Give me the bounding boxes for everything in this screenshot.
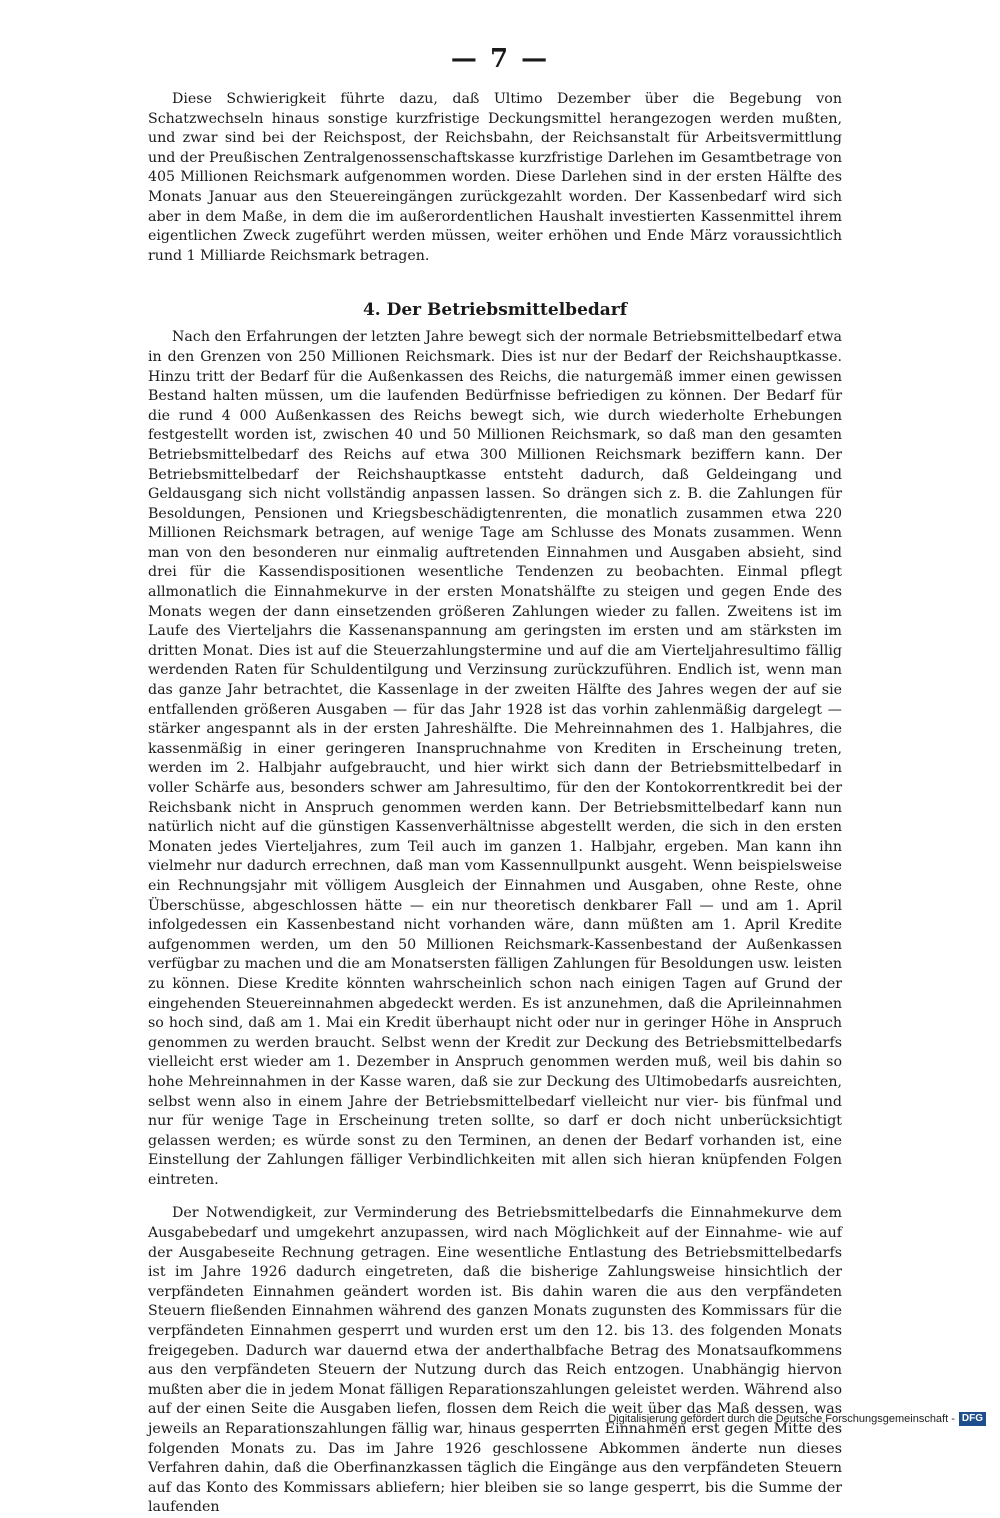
paragraph-schatzwechsel: Diese Schwierigkeit führte dazu, daß Ultimo Dezember über die Begebung von Schatzwechseln hinaus sonstige kurzfristige Deckungsmittel herangezogen werden mußten, und zwar sind bei der Reichspost, der Reichsbahn, der Reichsanstalt für Arbeitsvermittlung und der Preußischen Zentralgenossenschaftskasse kurzfristige Darlehen im Gesamtbetrage von 405 Millionen Reichsmark aufgenommen worden. Diese Darlehen sind in der ersten Hälfte des Monats Januar aus den Steuereingängen zurückgezahlt worden. Der Kassenbedarf wird sich aber in dem Maße, in dem die im außerordentlichen Haushalt investierten Kassenmittel ihrem eigentlichen Zweck zugeführt werden müssen, weiter erhöhen und Ende März voraussichtlich rund 1 Milliarde Reichsmark betragen.	[148, 91, 842, 264]
page-number: — 7 —	[450, 44, 550, 74]
dfg-logo: DFG	[959, 1412, 986, 1426]
paragraph-gap	[148, 1190, 842, 1204]
text-column	[148, 90, 842, 1518]
paragraph-betriebsmittelbedarf: Nach den Erfahrungen der letzten Jahre bewegt sich der normale Betriebsmittelbedarf etwa in den Grenzen von 250 Millionen Reichsmark. Dies ist nur der Bedarf der Reichshauptkasse. Hinzu tritt der Bedarf für die Außenkassen des Reichs, die naturgemäß immer einen gewissen Bestand halten müssen, um die laufenden Bedürfnisse befriedigen zu können. Der Bedarf für die rund 4 000 Außenkassen des Reichs bewegt sich, wie durch wiederholte Erhebungen festgestellt worden ist, zwischen 40 und 50 Millionen Reichsmark, so daß man den gesamten Betriebsmittelbedarf des Reichs auf etwa 300 Millionen Reichsmark beziffern kann. Der Betriebsmittelbedarf der Reichshauptkasse entsteht dadurch, daß Geldeingang und Geldausgang sich nicht vollständig anpassen lassen. So drängen sich z. B. die Zahlungen für Besoldungen, Pensionen und Kriegsbeschädigtenrenten, die monatlich zusammen etwa 220 Millionen Reichsmark betragen, auf wenige Tage am Schlusse des Monats zusammen. Wenn man von den besonderen nur einmalig auftretenden Einnahmen und Ausgaben absieht, sind drei für die Kassendispositionen wesentliche Tendenzen zu beobachten. Einmal pflegt allmonatlich die Einnahmekurve in der ersten Monatshälfte zu steigen und gegen Ende des Monats wegen der dann einsetzenden größeren Zahlungen wieder zu fallen. Zweitens ist im Laufe des Vierteljahrs die Kassenanspannung am geringsten im ersten und am stärksten im dritten Monat. Dies ist auf die Steuerzahlungstermine und auf die am Vierteljahresultimo fällig werdenden Raten für Schuldentilgung und Verzinsung zurückzuführen. Endlich ist, wenn man das ganze Jahr betrachtet, die Kassenlage in der zweiten Hälfte des Jahres wegen der auf sie entfallenden größeren Ausgaben — für das Jahr 1928 ist das vorhin zahlenmäßig dargelegt — stärker angespannt als in der ersten Jahreshälfte. Die Mehreinnahmen des 1. Halbjahres, die kassenmäßig in einer geringeren Inanspruchnahme von Krediten in Erscheinung treten, werden im 2. Halbjahr aufgebraucht, und hier wirkt sich dann der Betriebsmittelbedarf in voller Schärfe aus, besonders schwer am Jahresultimo, für den der Kontokorrentkredit bei der Reichsbank nicht in Anspruch genommen werden kann. Der Betriebsmittelbedarf kann nun natürlich nicht auf die günstigen Kassenverhältnisse abgestellt werden, die sich in den ersten Monaten jedes Vierteljahres, zum Teil auch im ganzen 1. Halbjahr, ergeben. Man kann ihn vielmehr nur dadurch errechnen, daß man vom Kassennullpunkt ausgeht. Wenn beispielsweise ein Rechnungsjahr mit völligem Ausgleich der Einnahmen und Ausgaben, ohne Reste, ohne Überschüsse, abgeschlossen hätte — ein nur theoretisch denkbarer Fall — und am 1. April infolgedessen ein Kassenbestand nicht vorhanden wäre, dann müßten am 1. April Kredite aufgenommen werden, um den 50 Millionen Reichsmark-Kassenbestand der Außenkassen verfügbar zu machen und die am Monatsersten fälligen Zahlungen für Besoldungen usw. leisten zu können. Diese Kredite könnten wahrscheinlich schon nach einigen Tagen auf Grund der eingehenden Steuereinnahmen abgedeckt werden. Es ist anzunehmen, daß die Aprileinnahmen so hoch sind, daß am 1. Mai ein Kredit überhaupt nicht oder nur in geringer Höhe in Anspruch genommen zu werden braucht. Selbst wenn der Kredit zur Deckung des Betriebsmittelbedarfs vielleicht erst wieder am 1. Dezember in Anspruch genommen werden muß, weil bis dahin so hohe Mehreinnahmen in der Kasse waren, daß sie zur Deckung des Ultimobedarfs ausreichten, selbst wenn also in einem Jahre der Betriebsmittelbedarf vielleicht nur vier- bis fünfmal und nur für wenige Tage in Erscheinung treten sollte, so darf er doch nicht unberücksichtigt gelassen werden; es würde sonst zu den Terminen, an denen der Bedarf vorhanden ist, eine Einstellung der Zahlungen fälliger Verbindlichkeiten mit allen sich hieran knüpfenden Folgen eintreten.	[148, 329, 842, 1188]
paragraph-einnahmekurve: Der Notwendigkeit, zur Verminderung des Betriebsmittelbedarfs die Einnahmekurve dem Ausgabebedarf und umgekehrt anzupassen, wird nach Möglichkeit auf der Einnahme- wie auf der Ausgabeseite Rechnung getragen. Eine wesentliche Entlastung des Betriebsmittelbedarfs ist im Jahre 1926 dadurch eingetreten, daß die bisherige Zahlungsweise hinsichtlich der verpfändeten Einnahmen geändert worden ist. Bis dahin waren die aus den verpfändeten Steuern fließenden Einnahmen während des ganzen Monats zugunsten des Kommissars für die verpfändeten Einnahmen gesperrt und wurden erst um den 12. bis 13. des folgenden Monats freigegeben. Dadurch war dauernd etwa der anderthalbfache Betrag des Monatsaufkommens aus den verpfändeten Steuern der Nutzung durch das Reich entzogen. Unabhängig hiervon mußten aber die in jedem Monat fälligen Reparationszahlungen geleistet werden. Während also auf der einen Seite die Ausgaben liefen, flossen dem Reich die weit über das Maß dessen, was jeweils an Reparationszahlungen fällig war, hinaus gesperrten Einnahmen erst gegen Mitte des folgenden Monats zu. Das im Jahre 1926 geschlossene Abkommen änderte nun dieses Verfahren dahin, daß die Oberfinanzkassen täglich die Eingänge aus den verpfändeten Steuern auf das Konto des Kommissars abliefern; hier bleiben sie so lange gesperrt, bis die Summe der laufenden	[148, 1205, 842, 1516]
section-heading: 4. Der Betriebsmittelbedarf	[362, 300, 628, 321]
footer-credit	[608, 1412, 986, 1426]
footer-text: Digitalisierung gefördert durch die Deutsche Forschungsgemeinschaft -	[608, 1413, 955, 1425]
